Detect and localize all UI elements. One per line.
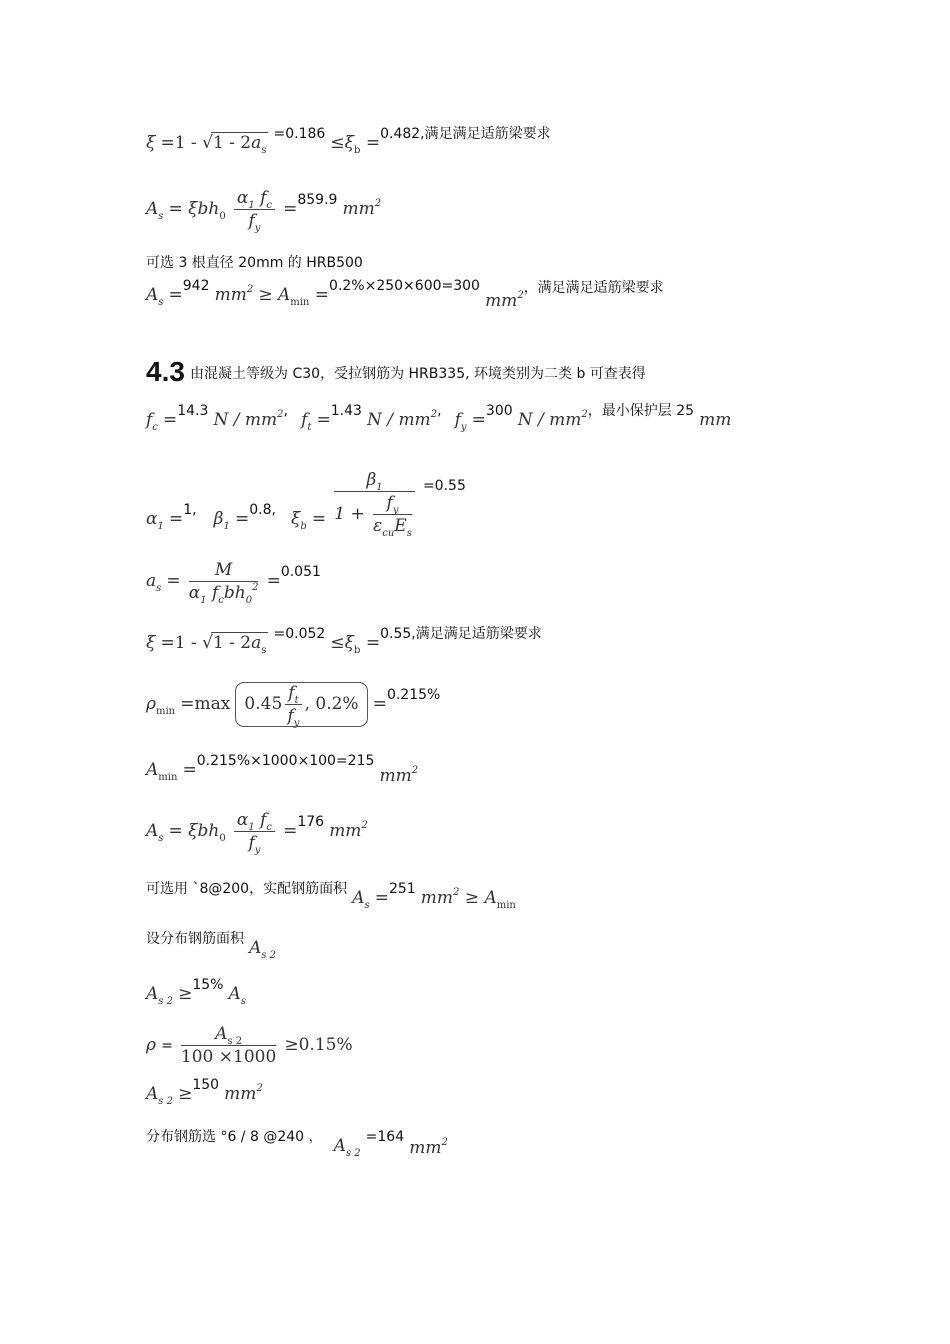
line-as-1: $A_s = \xi bh_0$ $\frac{\alpha_1 f_c}{f_y}$ =859.9 $mm^2$ (146, 188, 382, 234)
line-amin: $A_{min} =0.215\%\times 1000\times 100=215$ $mm^2$ (146, 753, 419, 786)
ft-value: 1.43 (330, 403, 362, 419)
line-coefficients: $\alpha_1 =1$, $\beta_1 =0.8$, $\xi_b$ = $\beta_1$ 1 + $\frac{f_y}{\varepsilon_{cu}E_s}$ =0.55 (146, 470, 466, 539)
xib-result: =0.55 (422, 477, 466, 494)
dist-rebar-spec: 6 / 8 @240 ， (227, 1129, 323, 1145)
select-label: 可选用 (146, 881, 193, 897)
alpha1-value: 1 (183, 501, 193, 518)
section-text: 由混凝土等级为 C30，受拉钢筋为 HRB335, 环境类别为二类 b 可查表得 (190, 366, 646, 382)
alpha-s-value: 0.051 (280, 564, 321, 580)
line-xi-check-2: $\xi =1 - √1 - 2a_s =0.052 \le\xi_b =0.55$,满足满足适筋梁要求 (146, 626, 542, 656)
line-xi-check-1: $\xi =1 - √1 - 2a_s =0.186 \le\xi_b =0.482$,满足满足适筋梁要求 (146, 126, 551, 156)
amin-value: 0.2%×250×600=300 (329, 278, 480, 294)
dist-select-label: 分布钢筋选 (146, 1129, 221, 1145)
section-heading (146, 356, 646, 388)
line-as-check: $A_s =942$ $mm^2 \ge A_{min} =0.2\%\times 250\times 600=300$ $mm^2$，满足满足适筋梁要求 (146, 278, 664, 311)
formula-xi: ξ (146, 133, 156, 153)
line-rho-dist: ρ = $\frac{A_{s 2}}{100 \times 1000}$ ≥0.15% (146, 1024, 353, 1067)
line-distribution: 设分布钢筋面积 $A_{s 2}$ (146, 931, 277, 961)
line-as2-ratio: $A_{s 2} \ge 15\%$ $A_s$ (146, 977, 246, 1007)
fy-value: 300 (485, 403, 513, 419)
line-rebar-select: 可选用 `8@200，实配钢筋面积 $A_s =251$ $mm^2 \ge A_{min}$ (146, 881, 516, 911)
line-as2-min: $A_{s 2} \ge 150$ $mm^2$ (146, 1077, 263, 1107)
distribution-label: 设分布钢筋面积 (146, 931, 244, 947)
xi-value-2: =0.052 (273, 626, 326, 642)
fc-value: 14.3 (177, 403, 209, 419)
line-rho-min: $\rho_{min} =\max$ 0.45 $\frac{f_t}{f_y}$ , 0.2% =0.215% (146, 683, 441, 729)
line-as-2: $A_s = \xi bh_0$ $\frac{\alpha_1 f_c}{f_y}$ =176 $mm^2$ (146, 810, 368, 856)
line-alpha-s: $a_s$ = $\frac{M}{\alpha_1 f_cbh_0^2}$ =0.051 (146, 560, 321, 606)
rebar-choice-text: 可选 3 根直径 20mm 的 HRB500 (146, 255, 363, 271)
as-provided: 942 (182, 278, 210, 294)
as2-actual: =164 (365, 1129, 405, 1145)
check-note: 满足满足适筋梁要求 (424, 126, 551, 142)
as-value: 859.9 (297, 192, 338, 208)
as2-min-value: 150 (192, 1077, 220, 1093)
amin-calc: 0.215%×1000×100=215 (196, 753, 375, 769)
xib-value-2: 0.55, (380, 626, 416, 642)
rho-eq: = (161, 1038, 173, 1054)
check-note-2: ，满足满足适筋梁要求 (523, 280, 664, 296)
line-dist-select: 分布钢筋选 °6 / 8 @240 ， $A_{s 2} =164$ $mm^2$ (146, 1129, 448, 1159)
beta1-value: 0.8 (249, 501, 272, 518)
rho-min-value: 0.215% (386, 687, 441, 703)
xi-value: =0.186 (273, 126, 326, 142)
as-value-2: 176 (297, 814, 325, 830)
ratio-value: 15% (192, 977, 224, 993)
check-note-3: 满足满足适筋梁要求 (415, 626, 542, 642)
rebar-spec: 8@200，实配钢筋面积 (199, 881, 348, 897)
line-material: $f_c =14.3$ N / $mm^2$, $f_t =1.43$ N / $mm^2$, $f_y =300$ N / $mm^2$，最小保护层 25 mm (146, 403, 732, 433)
rebar-symbol: ` (192, 881, 200, 897)
xib-value: 0.482, (380, 126, 425, 142)
cover-note: ，最小保护层 25 (587, 403, 695, 419)
dist-rebar-symbol: ° (220, 1129, 228, 1145)
as-actual: 251 (388, 881, 416, 897)
section-number: 4.3 (146, 356, 185, 387)
